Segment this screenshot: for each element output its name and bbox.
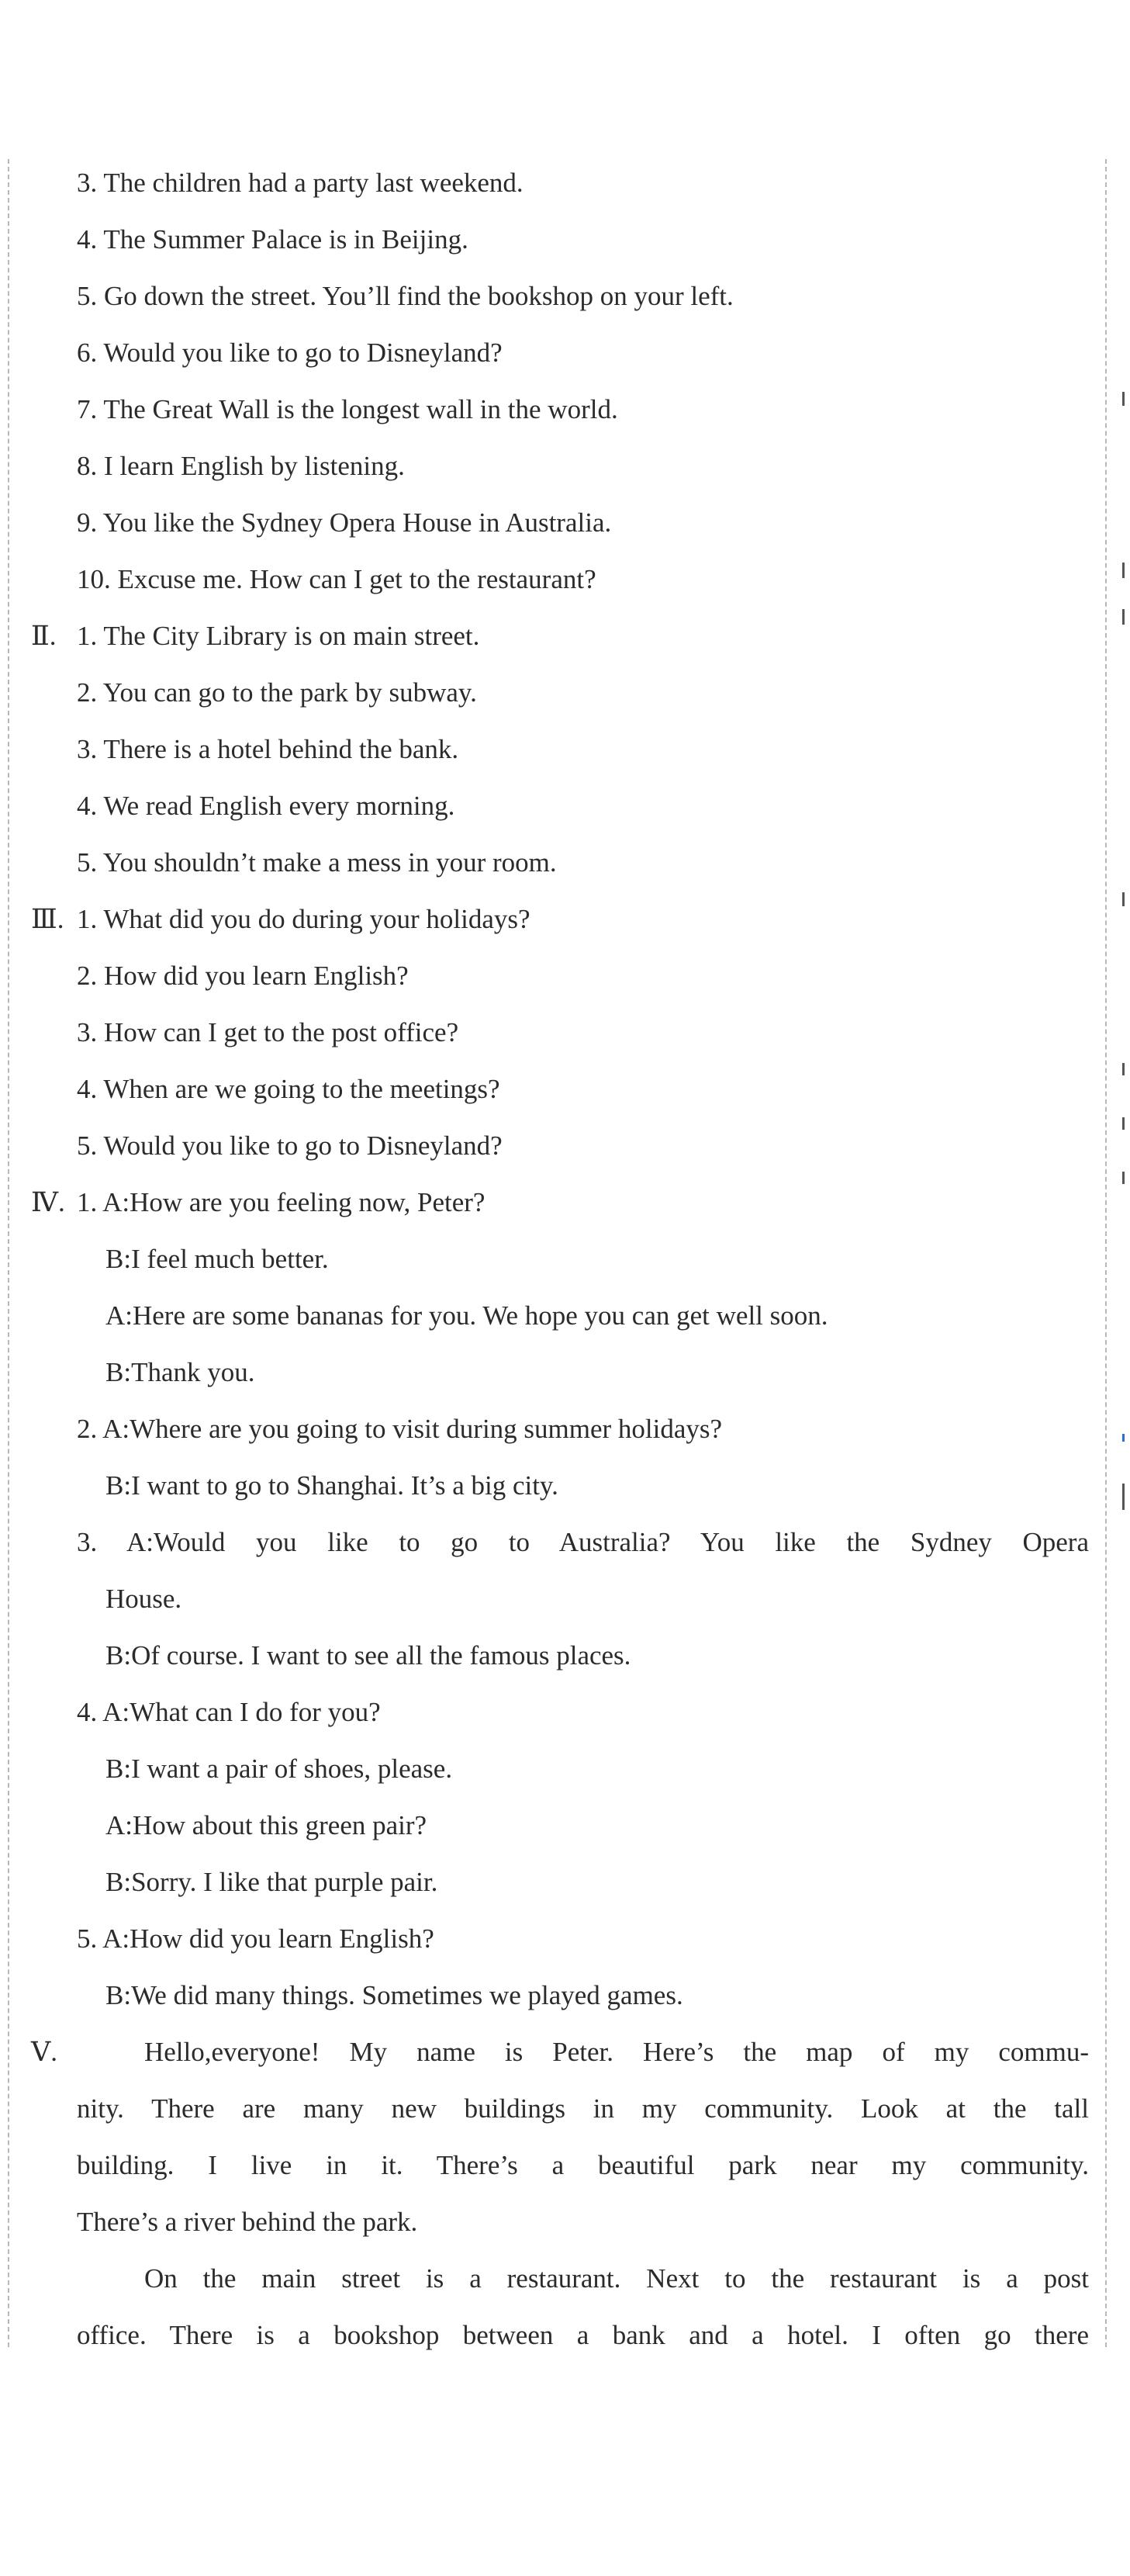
passage-line: office. There is a bookshop between a bank and a hotel. I often go there bbox=[77, 2320, 1089, 2350]
text-line bbox=[0, 1004, 1130, 1061]
text-line bbox=[0, 494, 1130, 551]
s1-item-3: 3. The children had a party last weekend. bbox=[77, 168, 524, 198]
s1-item-7: 7. The Great Wall is the longest wall in the world. bbox=[77, 394, 618, 424]
s2-item-5: 5. You shouldn’t make a mess in your room. bbox=[77, 847, 557, 878]
passage-line: Hello,everyone! My name is Peter. Here’s the map of my commu- bbox=[144, 2037, 1089, 2067]
text-line bbox=[0, 1287, 1130, 1344]
text-line bbox=[0, 2307, 1130, 2363]
text-line bbox=[0, 721, 1130, 777]
s3-item-4: 4. When are we going to the meetings? bbox=[77, 1074, 500, 1104]
text-line bbox=[0, 1797, 1130, 1854]
s1-item-4: 4. The Summer Palace is in Beijing. bbox=[77, 224, 468, 254]
text-line bbox=[0, 777, 1130, 834]
answer-text-block bbox=[0, 154, 1130, 2363]
dialogue-line: 3. A:Would you like to go to Australia? You like the Sydney Opera bbox=[77, 1527, 1089, 1557]
s3-item-1: 1. What did you do during your holidays? bbox=[77, 904, 530, 934]
section-numeral-3: Ⅲ. bbox=[31, 904, 64, 934]
dialogue-line: House. bbox=[105, 1584, 182, 1614]
text-line bbox=[0, 1117, 1130, 1174]
text-line bbox=[0, 1910, 1130, 1967]
text-line bbox=[0, 1401, 1130, 1457]
text-line bbox=[0, 211, 1130, 268]
dialogue-line: 4. A:What can I do for you? bbox=[77, 1697, 381, 1727]
passage-line: On the main street is a restaurant. Next to the restaurant is a post bbox=[144, 2263, 1089, 2294]
dialogue-line: 2. A:Where are you going to visit during summer holidays? bbox=[77, 1414, 723, 1444]
section-numeral-4: Ⅳ. bbox=[31, 1187, 65, 1217]
text-line bbox=[0, 551, 1130, 608]
dialogue-line: 1. A:How are you feeling now, Peter? bbox=[77, 1187, 486, 1217]
text-line bbox=[0, 1344, 1130, 1401]
section-numeral-2: Ⅱ. bbox=[31, 621, 57, 651]
text-line bbox=[0, 1231, 1130, 1287]
s2-item-3: 3. There is a hotel behind the bank. bbox=[77, 734, 459, 764]
s1-item-10: 10. Excuse me. How can I get to the restaurant? bbox=[77, 564, 596, 594]
text-line bbox=[0, 324, 1130, 381]
text-line bbox=[0, 1174, 1130, 1231]
text-line bbox=[0, 268, 1130, 324]
s2-item-1: 1. The City Library is on main street. bbox=[77, 621, 480, 651]
s3-item-2: 2. How did you learn English? bbox=[77, 961, 409, 991]
text-line bbox=[0, 2080, 1130, 2137]
text-line bbox=[0, 154, 1130, 211]
dialogue-line: B:Of course. I want to see all the famous places. bbox=[105, 1640, 631, 1671]
text-line bbox=[0, 891, 1130, 947]
s2-item-4: 4. We read English every morning. bbox=[77, 791, 455, 821]
text-line bbox=[0, 834, 1130, 891]
passage-line: nity. There are many new buildings in my community. Look at the tall bbox=[77, 2093, 1089, 2124]
text-line bbox=[0, 664, 1130, 721]
text-line bbox=[0, 381, 1130, 438]
dialogue-line: B:Sorry. I like that purple pair. bbox=[105, 1867, 438, 1897]
text-line bbox=[0, 438, 1130, 494]
s3-item-3: 3. How can I get to the post office? bbox=[77, 1017, 459, 1047]
s3-item-5: 5. Would you like to go to Disneyland? bbox=[77, 1130, 503, 1161]
text-line bbox=[0, 2137, 1130, 2193]
s1-item-8: 8. I learn English by listening. bbox=[77, 451, 405, 481]
text-line bbox=[0, 608, 1130, 664]
text-line bbox=[0, 1854, 1130, 1910]
text-line bbox=[0, 1457, 1130, 1514]
s1-item-9: 9. You like the Sydney Opera House in Australia. bbox=[77, 507, 612, 538]
text-line bbox=[0, 1684, 1130, 1740]
text-line bbox=[0, 947, 1130, 1004]
text-line bbox=[0, 1061, 1130, 1117]
dialogue-line: 5. A:How did you learn English? bbox=[77, 1923, 434, 1954]
dialogue-line: A:How about this green pair? bbox=[105, 1810, 427, 1840]
dialogue-line: B:I feel much better. bbox=[105, 1244, 329, 1274]
text-line bbox=[0, 1740, 1130, 1797]
text-line bbox=[0, 2024, 1130, 2080]
dialogue-line: B:I want to go to Shanghai. It’s a big city. bbox=[105, 1470, 558, 1501]
passage-line: building. I live in it. There’s a beautiful park near my community. bbox=[77, 2150, 1089, 2180]
text-line bbox=[0, 2250, 1130, 2307]
dialogue-line: B:I want a pair of shoes, please. bbox=[105, 1754, 453, 1784]
passage-line: There’s a river behind the park. bbox=[77, 2207, 418, 2237]
dialogue-line: A:Here are some bananas for you. We hope you can get well soon. bbox=[105, 1300, 828, 1331]
s2-item-2: 2. You can go to the park by subway. bbox=[77, 677, 477, 708]
dialogue-line: B:Thank you. bbox=[105, 1357, 255, 1387]
text-line bbox=[0, 1570, 1130, 1627]
section-numeral-5: Ⅴ. bbox=[31, 2037, 58, 2067]
s1-item-5: 5. Go down the street. You’ll find the bookshop on your left. bbox=[77, 281, 734, 311]
text-line bbox=[0, 2193, 1130, 2250]
text-line bbox=[0, 1514, 1130, 1570]
text-line bbox=[0, 1967, 1130, 2024]
dialogue-line: B:We did many things. Sometimes we played games. bbox=[105, 1980, 683, 2010]
s1-item-6: 6. Would you like to go to Disneyland? bbox=[77, 338, 503, 368]
text-line bbox=[0, 1627, 1130, 1684]
